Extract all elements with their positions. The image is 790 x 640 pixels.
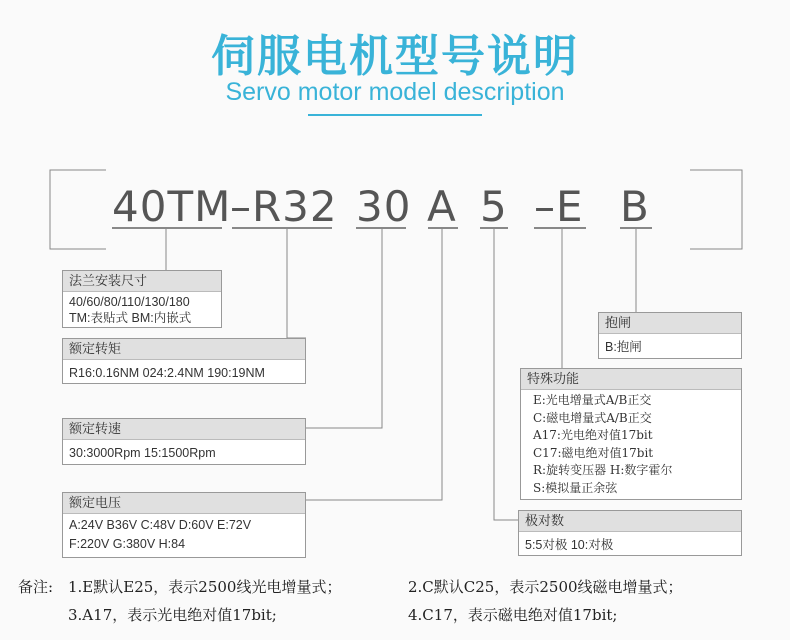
- speed-line: 30:3000Rpm 15:1500Rpm: [69, 446, 216, 460]
- code-segment-flange: 40TM: [112, 182, 232, 231]
- flange-header: 法兰安装尺寸: [63, 271, 221, 292]
- code-segment-poles: 5: [480, 182, 508, 231]
- connector-torque: [287, 228, 306, 338]
- code-segment-brake: B: [620, 182, 650, 231]
- special-line: C17:磁电绝对值17bit: [533, 445, 654, 460]
- page-title: 伺服电机型号说明: [211, 31, 579, 82]
- code-segment-special: –E: [534, 182, 584, 231]
- special-line: C:磁电增量式A/B正交: [533, 410, 652, 425]
- left-bracket: [50, 170, 106, 249]
- speed-box: [62, 418, 306, 465]
- poles-box: [518, 510, 742, 556]
- torque-box: [62, 338, 306, 384]
- flange-line: 40/60/80/110/130/180: [69, 295, 190, 309]
- poles-line: 5:5对极 10:对极: [525, 538, 614, 552]
- special-line: R:旋转变压器 H:数字霍尔: [533, 463, 673, 477]
- notes-label: 备注:: [18, 578, 54, 596]
- code-segment-torque: –R32: [230, 182, 338, 231]
- brake-header: 抱闸: [599, 313, 741, 334]
- page-subtitle: Servo motor model description: [225, 78, 565, 106]
- torque-line: R16:0.16NM 024:2.4NM 190:19NM: [69, 366, 265, 380]
- code-segment-speed: 30: [356, 182, 412, 231]
- note-3: 3.A17，表示光电绝对值17bit;: [68, 606, 277, 624]
- code-segment-voltage: A: [427, 182, 457, 231]
- special-box: [520, 368, 742, 500]
- special-line: A17:光电绝对值17bit: [533, 428, 653, 442]
- connector-voltage: [306, 228, 442, 500]
- note-4: 4.C17，表示磁电绝对值17bit;: [408, 606, 618, 624]
- connector-poles: [494, 228, 518, 520]
- special-line: S:模拟量正余弦: [533, 480, 618, 495]
- torque-header: 额定转矩: [63, 339, 305, 360]
- right-bracket: [690, 170, 742, 249]
- note-1: 1.E默认E25，表示2500线光电增量式；: [68, 578, 342, 596]
- flange-line: TM:表贴式 BM:内嵌式: [69, 311, 192, 325]
- brake-box: [598, 312, 742, 359]
- voltage-box: [62, 492, 306, 558]
- speed-header: 额定转速: [63, 419, 305, 440]
- special-line: E:光电增量式A/B正交: [533, 393, 652, 407]
- note-2: 2.C默认C25，表示2500线磁电增量式；: [408, 578, 683, 596]
- voltage-line: A:24V B36V C:48V D:60V E:72V: [69, 518, 252, 532]
- connector-speed: [306, 228, 382, 428]
- flange-box: [62, 270, 222, 328]
- poles-header: 极对数: [519, 511, 741, 532]
- voltage-header: 额定电压: [63, 493, 305, 514]
- brake-line: B:抱闸: [605, 340, 642, 354]
- special-header: 特殊功能: [521, 369, 741, 390]
- voltage-line: F:220V G:380V H:84: [69, 537, 186, 551]
